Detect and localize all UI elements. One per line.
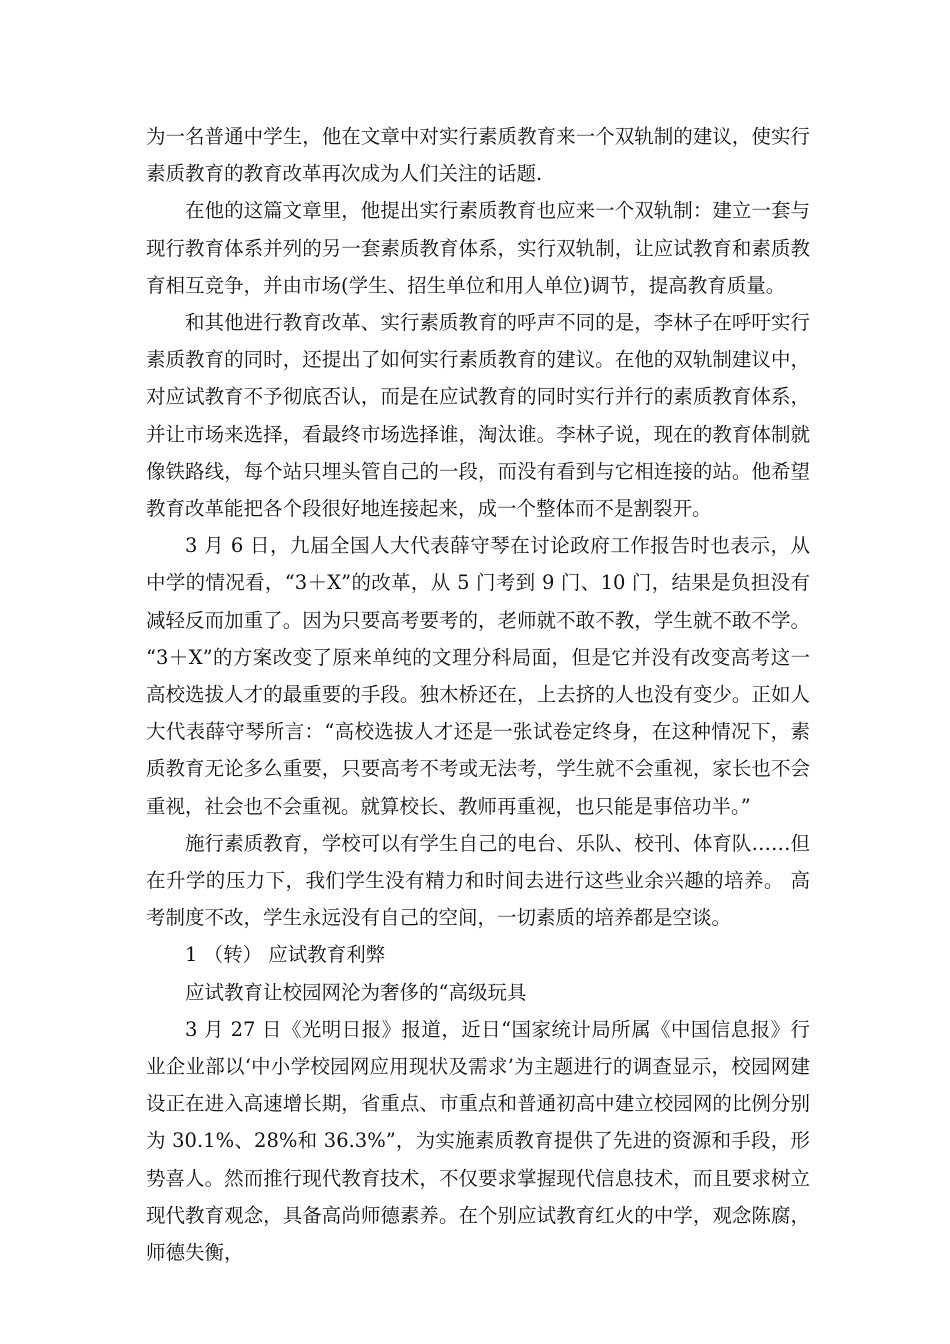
paragraph-continuation: 为一名普通中学生，他在文章中对实行素质教育来一个双轨制的建议，使实行素质教育的教育改革再次成为人们关注的话题. [146,125,810,186]
section-heading: 1 （转） 应试教育利弊 [185,943,386,967]
paragraph-quality-education: 施行素质教育，学校可以有学生自己的电台、乐队、校刊、体育队……但在升学的压力下，我们学生没有精力和时间去进行这些业余兴趣的培养。 高考制度不改，学生永远没有自己的空间，一切素质的培养都是空谈。 [146,831,810,930]
paragraph-dual-track-proposal: 在他的这篇文章里，他提出实行素质教育也应来一个双轨制：建立一套与现行教育体系并列的另一套素质教育体系，实行双轨制，让应试教育和素质教育相互竞争，并由市场(学生、招生单位和用人单位)调节，提高教育质量。 [146,199,810,297]
paragraph-xue-shouqin: 3 月 6 日，九届全国人大代表薛守琴在讨论政府工作报告时也表示，从中学的情况看，“3＋X”的改革，从 5 门考到 9 门、10 门，结果是负担没有减轻反而加重了。因为只要高考要考的，老师就不敢不教，学生就不敢不学。 “3＋X”的方案改变了原来单纯的文理分科局面，但是它并没有改变高考这一高校选拔人才的最重要的手段。独木桥还在，上去挤的人也没有变少。正如人大代表薛守琴所言：“高校选拔人才还是一张试卷定终身，在这种情况下，素质教育无论多么重要，只要高考不考或无法考，学生就不会重视，家长也不会重视，社会也不会重视。就算校长、教师再重视，也只能是事倍功半。” [146,534,810,818]
document-body [146,118,810,1271]
paragraph-li-linzi: 和其他进行教育改革、实行素质教育的呼声不同的是，李林子在呼吁实行素质教育的同时，还提出了如何实行素质教育的建议。在他的双轨制建议中，对应试教育不予彻底否认，而是在应试教育的同时实行并行的素质教育体系，并让市场来选择，看最终市场选择谁，淘汰谁。李林子说，现在的教育体制就像铁路线，每个站只埋头管自己的一段，而没有看到与它相连接的站。他希望教育改革能把各个段很好地连接起来，成一个整体而不是割裂开。 [146,311,810,521]
subheading: 应试教育让校园网沦为奢侈的“高级玩具 [185,980,527,1004]
paragraph-campus-network: 3 月 27 日《光明日报》报道，近日“国家统计局所属《中国信息报》行业企业部以‘中小学校园网应用现状及需求’为主题进行的调查显示，校园网建设正在进入高速增长期，省重点、市重点和普通初高中建立校园网的比例分别为 30.1%、28%和 36.3%”，为实施素质教育提供了先进的资源和手段，形势喜人。然而推行现代教育技术，不仅要求掌握现代信息技术，而且要求树立现代教育观念，具备高尚师德素养。在个别应试教育红火的中学，观念陈腐，师德失衡， [146,1017,810,1265]
